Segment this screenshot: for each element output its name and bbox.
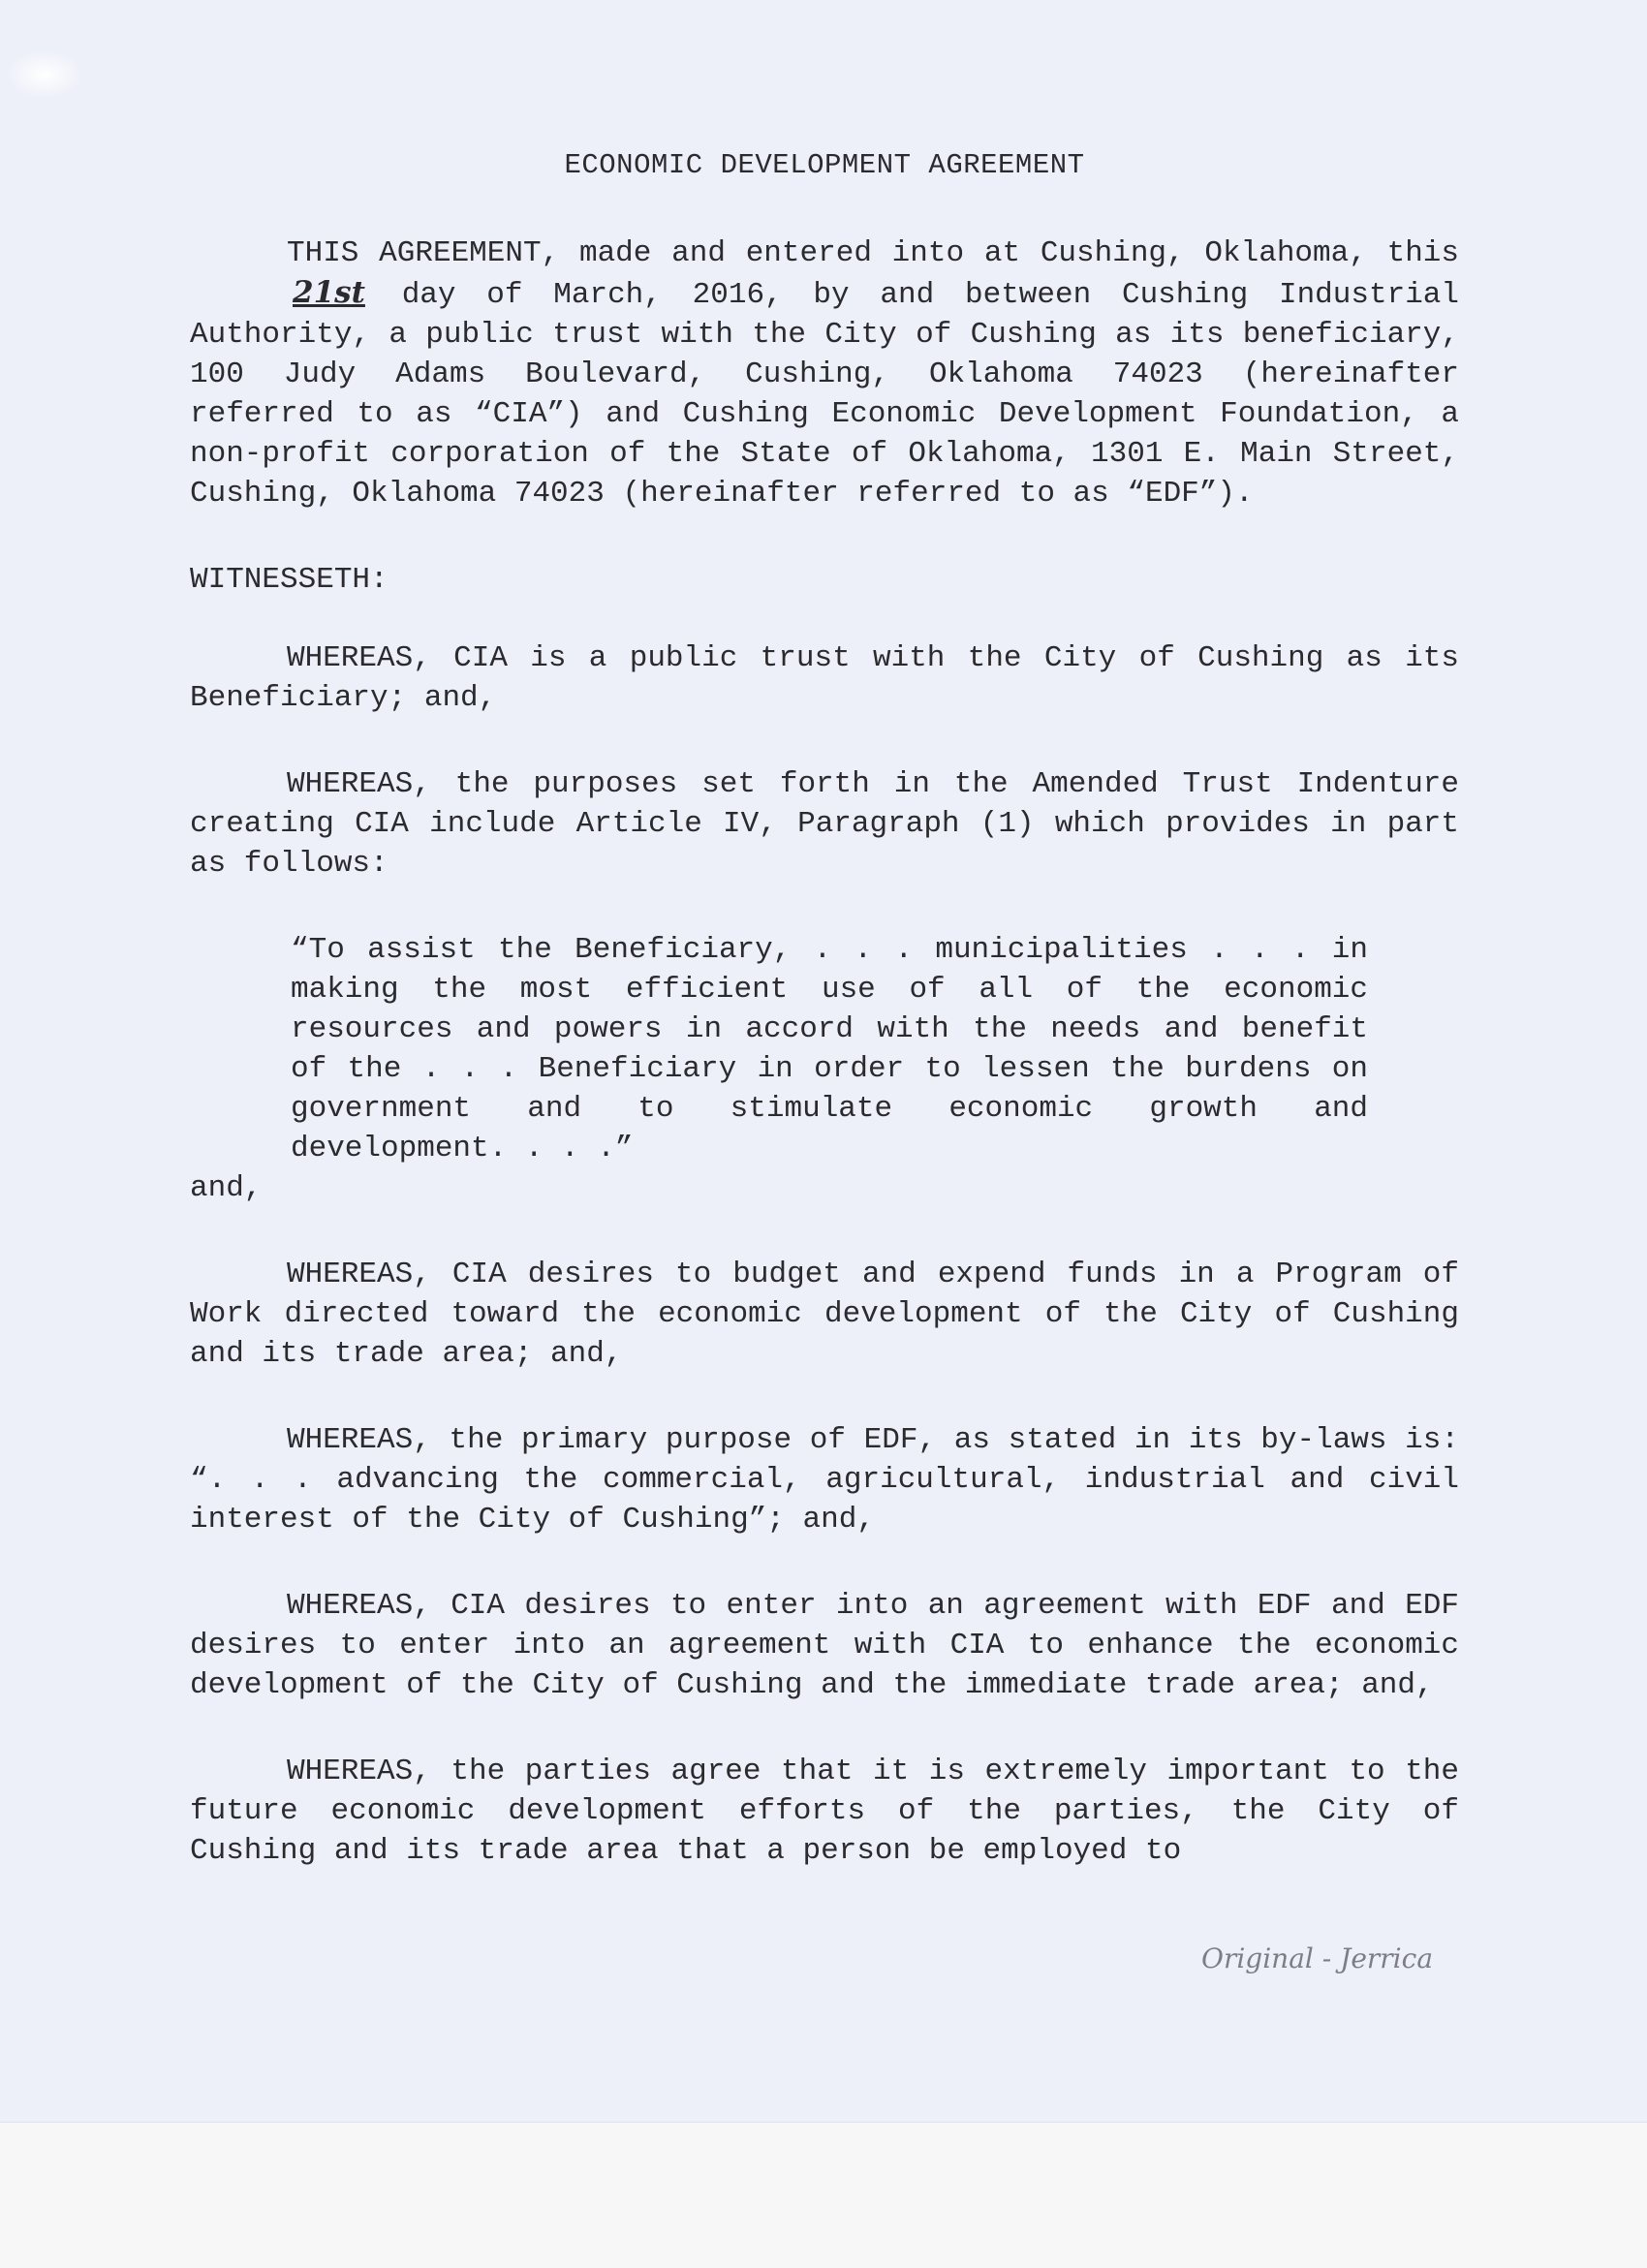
whereas-paragraph-3: WHEREAS, CIA desires to budget and expend funds in a Program of Work directed toward the economic development of the City of Cushing and its trade area; and, <box>190 1258 1459 1371</box>
handwritten-day: 21st <box>293 275 365 310</box>
opening-before-day: THIS AGREEMENT, made and entered into at Cushing, Oklahoma, this <box>287 236 1459 270</box>
whereas-paragraph-1: WHEREAS, CIA is a public trust with the City of Cushing as its Beneficiary; and, <box>190 641 1459 715</box>
whereas-paragraph-4: WHEREAS, the primary purpose of EDF, as stated in its by-laws is: “. . . advancing the commercial, agricultural, industrial and civil interest of the City of Cushing”; and, <box>190 1423 1459 1537</box>
handwritten-note: Original - Jerrica <box>1201 1942 1434 1974</box>
whereas-paragraph-2: WHEREAS, the purposes set forth in the Amended Trust Indenture creating CIA include Article IV, Paragraph (1) which provides in part as follows: <box>190 767 1459 881</box>
paper-crease <box>6 50 83 99</box>
document-body <box>190 145 1459 1917</box>
opening-after-day: day of March, 2016, by and between Cushing Industrial Authority, a public trust with the City of Cushing as its beneficiary, 100 Judy Adams Boulevard, Cushing, Oklahoma 74023 (hereinafter referred to as “CIA”) and Cushing Economic Development Foundation, a non-profit corporation of the State of Oklahoma, 1301 E. Main Street, Cushing, Oklahoma 74023 (hereinafter referred to as “EDF”). <box>190 278 1459 511</box>
quote-continuation: and, <box>190 1171 263 1205</box>
trust-indenture-quote: “To assist the Beneficiary, . . . municipalities . . . in making the most efficient use of all of the economic resources and powers in accord with the needs and benefit of the . . . Beneficiary in order to lessen the burdens on government and to stimulate economic growth and development. . . .” <box>291 933 1368 1165</box>
scan-margin <box>0 2122 1647 2268</box>
whereas-paragraph-6: WHEREAS, the parties agree that it is extremely important to the future economic development efforts of the parties, the City of Cushing and its trade area that a person be employed to <box>190 1755 1459 1868</box>
whereas-paragraph-5: WHEREAS, CIA desires to enter into an agreement with EDF and EDF desires to enter into an agreement with CIA to enhance the economic development of the City of Cushing and the immediate trade area; and, <box>190 1589 1459 1702</box>
witnesseth-heading: WITNESSETH: <box>190 563 388 597</box>
document-title: ECONOMIC DEVELOPMENT AGREEMENT <box>564 149 1085 181</box>
opening-paragraph <box>190 233 1459 513</box>
